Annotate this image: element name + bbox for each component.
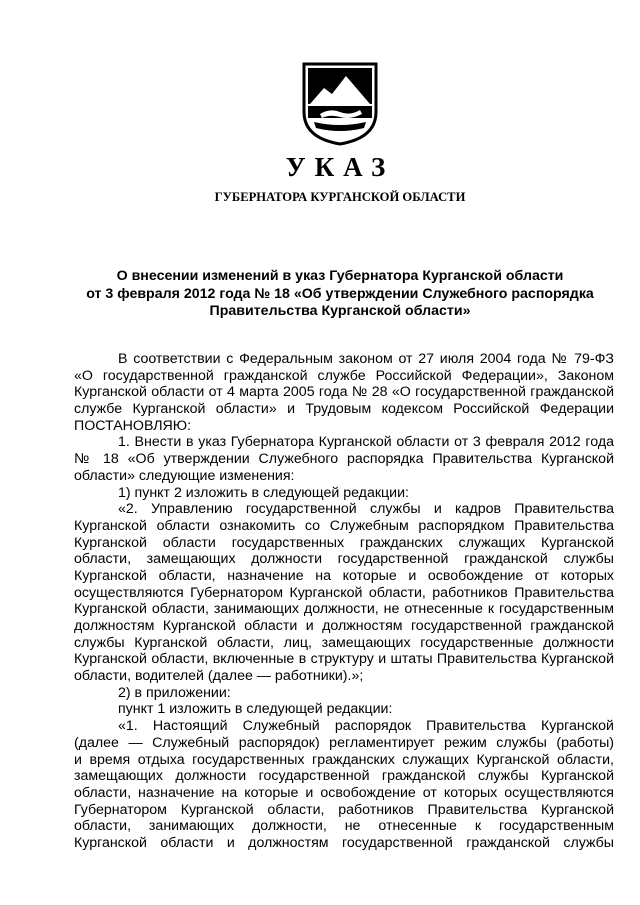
- coat-of-arms-emblem: [302, 62, 378, 146]
- body-line: Курганской области, занимающих должности, не отнесенные к государственным: [74, 601, 614, 618]
- body-line: ПОСТАНОВЛЯЮ:: [74, 417, 192, 434]
- body-line: осуществляются Губернатором Курганской области, работников Правительства: [74, 584, 614, 601]
- body-line: 1) пункт 2 изложить в следующей редакции:: [118, 484, 409, 501]
- body-line: должностям Курганской области и должностям государственной гражданской: [74, 618, 614, 634]
- decree-title: УКАЗ: [285, 152, 395, 182]
- body-line: Курганской области ознакомить со Служебным распорядком Правительства: [74, 517, 614, 534]
- body-line: В соответствии с Федеральным законом от 27 июля 2004 года № 79-ФЗ: [118, 351, 614, 367]
- body-line: области, занимающих должности, не отнесенные к государственным: [74, 818, 614, 835]
- body-line: Курганской области, включенные в структуру и штаты Правительства Курганской: [74, 651, 614, 668]
- body-line: 2) в приложении:: [118, 684, 231, 701]
- body-line: «О государственной гражданской службе Российской Федерации», Законом: [74, 367, 614, 384]
- body-line: области» следующие изменения:: [74, 467, 295, 484]
- heading-line: от 3 февраля 2012 года № 18 «Об утверждении Служебного распорядка: [86, 285, 594, 302]
- decree-heading: [80, 268, 600, 321]
- decree-issuer: ГУБЕРНАТОРА КУРГАНСКОЙ ОБЛАСТИ: [214, 190, 466, 204]
- decree-body: [74, 351, 614, 852]
- body-line: области, водителей (далее — работники).»;: [74, 668, 364, 685]
- body-line: области, замещающих должности государственной гражданской службы: [74, 551, 614, 568]
- body-line: (далее — Служебный распорядок) регламентирует режим службы (работы): [74, 734, 614, 751]
- body-line: Курганской области от 4 марта 2005 года № 28 «О государственной гражданской: [74, 384, 614, 401]
- body-line: «1. Настоящий Служебный распорядок Правительства Курганской: [118, 718, 614, 735]
- body-line: пункт 1 изложить в следующей редакции:: [118, 701, 393, 718]
- body-line: 1. Внести в указ Губернатора Курганской области от 3 февраля 2012 года: [118, 434, 614, 451]
- body-line: Губернатором Курганской области, работников Правительства Курганской: [74, 801, 614, 818]
- body-line: службе Курганской области» и Трудовым кодексом Российской Федерации: [74, 401, 614, 418]
- body-line: области, назначение на которые и освобождение от которых осуществляются: [74, 784, 614, 801]
- body-line: службы Курганской области, лиц, замещающих государственные должности: [74, 634, 614, 651]
- body-line: «2. Управлению государственной службы и кадров Правительства: [118, 501, 614, 518]
- body-line: № 18 «Об утверждении Служебного распорядка Правительства Курганской: [74, 451, 614, 468]
- body-line: Курганской области, назначение на которые и освобождение от которых: [74, 567, 614, 584]
- body-line: Курганской области и должностям государственной гражданской службы: [74, 834, 614, 851]
- body-line: и время отдыха государственных гражданских служащих Курганской области,: [74, 751, 614, 768]
- heading-line: Правительства Курганской области»: [209, 303, 471, 319]
- body-line: замещающих должности государственной гражданской службы Курганской: [74, 768, 614, 785]
- body-line: Курганской области государственных гражданских служащих Курганской: [74, 534, 614, 551]
- heading-line: О внесении изменений в указ Губернатора Курганской области: [116, 268, 564, 284]
